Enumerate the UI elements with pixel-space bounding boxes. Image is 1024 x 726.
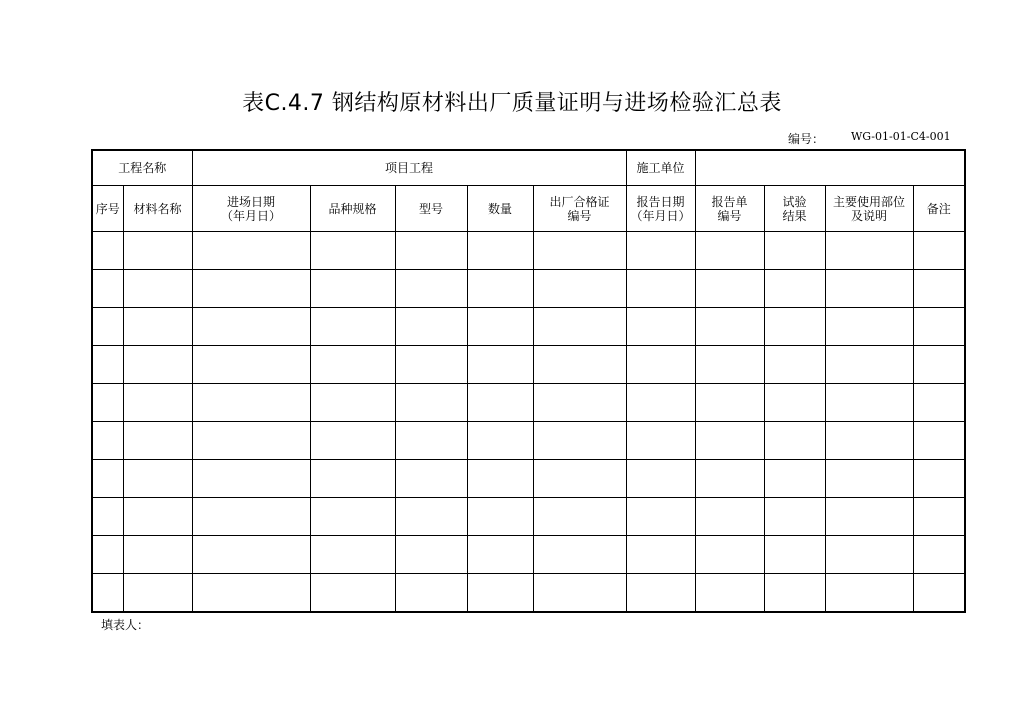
table-cell[interactable] bbox=[825, 308, 913, 346]
table-cell[interactable] bbox=[626, 574, 695, 613]
table-cell[interactable] bbox=[123, 232, 192, 270]
table-cell[interactable] bbox=[825, 460, 913, 498]
table-cell[interactable] bbox=[310, 460, 395, 498]
table-cell[interactable] bbox=[695, 232, 764, 270]
form-title: 表C.4.7 钢结构原材料出厂质量证明与进场检验汇总表 bbox=[242, 91, 782, 116]
table-cell[interactable] bbox=[533, 460, 626, 498]
table-cell[interactable] bbox=[626, 460, 695, 498]
table-cell[interactable] bbox=[92, 422, 123, 460]
table-cell[interactable] bbox=[123, 574, 192, 613]
header-row bbox=[92, 186, 965, 232]
table-cell[interactable] bbox=[123, 460, 192, 498]
table-cell[interactable] bbox=[92, 574, 123, 613]
summary-table bbox=[91, 149, 966, 613]
table-cell[interactable] bbox=[395, 308, 467, 346]
col-header-test-result: 试验 结果 bbox=[764, 186, 825, 232]
table-row bbox=[92, 308, 965, 346]
table-row bbox=[92, 422, 965, 460]
table-cell[interactable] bbox=[310, 346, 395, 384]
info-row bbox=[92, 150, 965, 186]
table-cell[interactable] bbox=[626, 422, 695, 460]
table-cell[interactable] bbox=[913, 346, 965, 384]
table-cell[interactable] bbox=[395, 574, 467, 613]
table-cell[interactable] bbox=[192, 574, 310, 613]
table-cell[interactable] bbox=[467, 460, 533, 498]
table-cell[interactable] bbox=[626, 308, 695, 346]
table-row bbox=[92, 460, 965, 498]
table-cell[interactable] bbox=[695, 536, 764, 574]
table-cell[interactable] bbox=[92, 270, 123, 308]
table-cell[interactable] bbox=[467, 574, 533, 613]
form-code-value: WG-01-01-C4-001 bbox=[851, 130, 951, 143]
table-cell[interactable] bbox=[310, 270, 395, 308]
table-cell[interactable] bbox=[395, 536, 467, 574]
table-row bbox=[92, 346, 965, 384]
table-cell[interactable] bbox=[764, 232, 825, 270]
table-cell[interactable] bbox=[825, 384, 913, 422]
table-cell[interactable] bbox=[467, 498, 533, 536]
table-cell[interactable] bbox=[467, 232, 533, 270]
table-row bbox=[92, 384, 965, 422]
table-cell[interactable] bbox=[192, 346, 310, 384]
table-cell[interactable] bbox=[192, 232, 310, 270]
table-cell[interactable] bbox=[695, 422, 764, 460]
table-cell[interactable] bbox=[764, 536, 825, 574]
table-cell[interactable] bbox=[825, 232, 913, 270]
table-cell[interactable] bbox=[533, 346, 626, 384]
table-cell[interactable] bbox=[92, 460, 123, 498]
table-cell[interactable] bbox=[913, 422, 965, 460]
table-cell[interactable] bbox=[626, 346, 695, 384]
table-cell[interactable] bbox=[533, 308, 626, 346]
col-header-report-date: 报告日期 （年月日） bbox=[626, 186, 695, 232]
table-cell[interactable] bbox=[310, 422, 395, 460]
table-cell[interactable] bbox=[825, 270, 913, 308]
table-cell[interactable] bbox=[764, 574, 825, 613]
table-cell[interactable] bbox=[695, 270, 764, 308]
form-code-label: 编号： bbox=[788, 132, 825, 146]
table-cell[interactable] bbox=[123, 346, 192, 384]
table-cell[interactable] bbox=[764, 346, 825, 384]
table-cell[interactable] bbox=[123, 498, 192, 536]
table-cell[interactable] bbox=[825, 346, 913, 384]
table-cell[interactable] bbox=[533, 536, 626, 574]
table-row bbox=[92, 270, 965, 308]
table-cell[interactable] bbox=[764, 308, 825, 346]
col-header-model: 型号 bbox=[395, 186, 467, 232]
table-cell[interactable] bbox=[913, 232, 965, 270]
table-cell[interactable] bbox=[695, 460, 764, 498]
table-cell[interactable] bbox=[92, 346, 123, 384]
table-cell[interactable] bbox=[467, 346, 533, 384]
table-cell[interactable] bbox=[123, 308, 192, 346]
table-cell[interactable] bbox=[92, 384, 123, 422]
filler-label: 填表人： bbox=[101, 618, 150, 632]
table-cell[interactable] bbox=[192, 460, 310, 498]
table-cell[interactable] bbox=[695, 498, 764, 536]
col-header-certificate-no: 出厂合格证 编号 bbox=[533, 186, 626, 232]
col-header-material-name: 材料名称 bbox=[123, 186, 192, 232]
table-cell[interactable] bbox=[825, 498, 913, 536]
table-cell[interactable] bbox=[825, 574, 913, 613]
table-cell[interactable] bbox=[467, 308, 533, 346]
table-cell[interactable] bbox=[626, 498, 695, 536]
table-cell[interactable] bbox=[310, 574, 395, 613]
table-cell[interactable] bbox=[695, 384, 764, 422]
table-cell[interactable] bbox=[92, 308, 123, 346]
table-cell[interactable] bbox=[913, 460, 965, 498]
col-header-remarks: 备注 bbox=[913, 186, 965, 232]
table-cell[interactable] bbox=[695, 346, 764, 384]
table-cell[interactable] bbox=[192, 384, 310, 422]
table-cell[interactable] bbox=[192, 308, 310, 346]
table-cell[interactable] bbox=[192, 498, 310, 536]
table-cell[interactable] bbox=[695, 574, 764, 613]
table-cell[interactable] bbox=[913, 308, 965, 346]
table-row bbox=[92, 536, 965, 574]
table-cell[interactable] bbox=[310, 536, 395, 574]
table-row bbox=[92, 232, 965, 270]
table-cell[interactable] bbox=[123, 422, 192, 460]
table-cell[interactable] bbox=[92, 536, 123, 574]
table-cell[interactable] bbox=[395, 346, 467, 384]
table-cell[interactable] bbox=[533, 270, 626, 308]
table-cell[interactable] bbox=[764, 498, 825, 536]
table-cell[interactable] bbox=[533, 422, 626, 460]
table-cell[interactable] bbox=[467, 384, 533, 422]
table-cell[interactable] bbox=[395, 422, 467, 460]
col-header-arrival-date: 进场日期 （年月日） bbox=[192, 186, 310, 232]
table-cell[interactable] bbox=[533, 384, 626, 422]
table-cell[interactable] bbox=[310, 308, 395, 346]
table-cell[interactable] bbox=[395, 270, 467, 308]
table-cell[interactable] bbox=[626, 536, 695, 574]
table-cell[interactable] bbox=[533, 574, 626, 613]
table-cell[interactable] bbox=[913, 498, 965, 536]
table-cell[interactable] bbox=[192, 536, 310, 574]
table-cell[interactable] bbox=[310, 498, 395, 536]
table-cell[interactable] bbox=[626, 232, 695, 270]
table-cell[interactable] bbox=[310, 232, 395, 270]
table-cell[interactable] bbox=[192, 270, 310, 308]
table-cell[interactable] bbox=[913, 536, 965, 574]
table-cell[interactable] bbox=[192, 422, 310, 460]
table-cell[interactable] bbox=[92, 232, 123, 270]
contractor-value[interactable] bbox=[695, 150, 965, 186]
table-cell[interactable] bbox=[395, 384, 467, 422]
project-name-label: 工程名称 bbox=[92, 150, 192, 186]
table-cell[interactable] bbox=[533, 232, 626, 270]
table-cell[interactable] bbox=[764, 384, 825, 422]
table-row bbox=[92, 574, 965, 613]
col-header-quantity: 数量 bbox=[467, 186, 533, 232]
table-cell[interactable] bbox=[913, 384, 965, 422]
table-cell[interactable] bbox=[626, 384, 695, 422]
table-cell[interactable] bbox=[467, 536, 533, 574]
table-cell[interactable] bbox=[695, 308, 764, 346]
table-cell[interactable] bbox=[92, 498, 123, 536]
col-header-report-no: 报告单 编号 bbox=[695, 186, 764, 232]
col-header-variety-spec: 品种规格 bbox=[310, 186, 395, 232]
table-cell[interactable] bbox=[533, 498, 626, 536]
table-cell[interactable] bbox=[913, 574, 965, 613]
table-cell[interactable] bbox=[123, 384, 192, 422]
table-cell[interactable] bbox=[467, 422, 533, 460]
contractor-label: 施工单位 bbox=[626, 150, 695, 186]
project-name-value[interactable]: 项目工程 bbox=[192, 150, 626, 186]
table-cell[interactable] bbox=[467, 270, 533, 308]
table-cell[interactable] bbox=[825, 422, 913, 460]
col-header-usage-location: 主要使用部位 及说明 bbox=[825, 186, 913, 232]
table-cell[interactable] bbox=[123, 536, 192, 574]
table-cell[interactable] bbox=[764, 460, 825, 498]
table-cell[interactable] bbox=[764, 422, 825, 460]
table-cell[interactable] bbox=[310, 384, 395, 422]
col-header-seq: 序号 bbox=[92, 186, 123, 232]
table-cell[interactable] bbox=[123, 270, 192, 308]
table-cell[interactable] bbox=[913, 270, 965, 308]
table-cell[interactable] bbox=[825, 536, 913, 574]
table-cell[interactable] bbox=[395, 498, 467, 536]
table-row bbox=[92, 498, 965, 536]
table-cell[interactable] bbox=[626, 270, 695, 308]
table-cell[interactable] bbox=[395, 232, 467, 270]
table-cell[interactable] bbox=[395, 460, 467, 498]
table-cell[interactable] bbox=[764, 270, 825, 308]
